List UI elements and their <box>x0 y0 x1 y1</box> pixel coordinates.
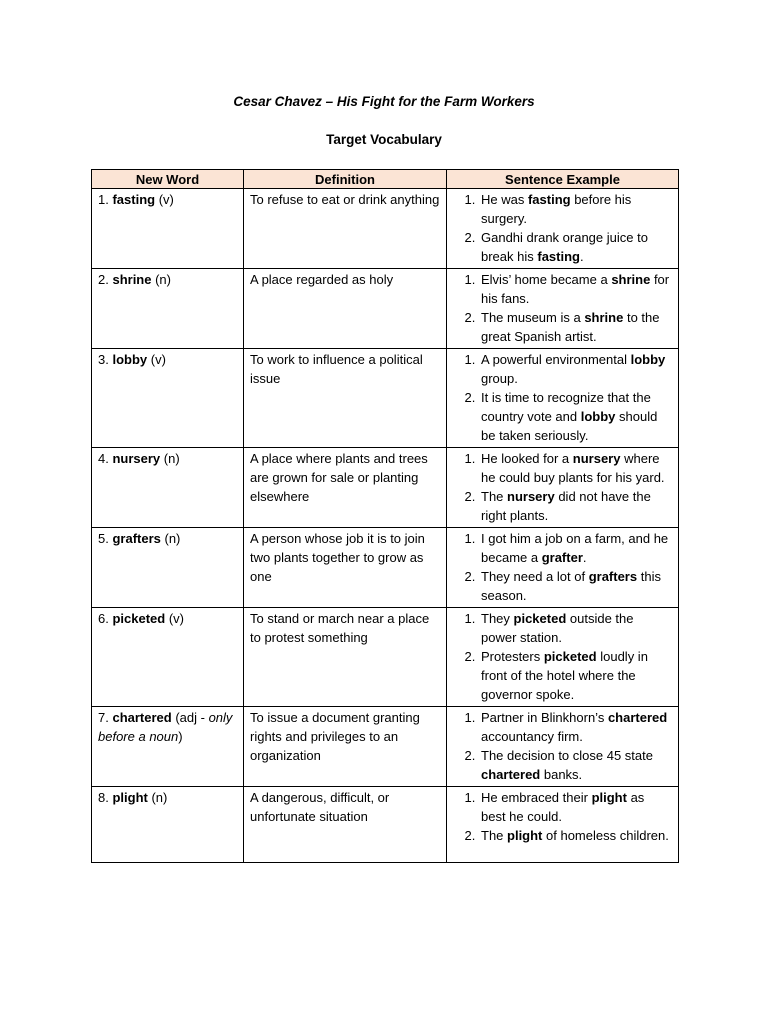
text-segment: as best he could. <box>481 790 645 824</box>
example-sentence <box>479 270 672 308</box>
text-segment: He looked for a <box>481 451 573 466</box>
keyword-text: grafters <box>112 531 161 546</box>
example-list <box>453 609 672 704</box>
keyword-text: shrine <box>112 272 152 287</box>
example-sentence <box>479 449 672 487</box>
sentence-example-cell <box>447 787 679 863</box>
sentence-example-cell <box>447 269 679 349</box>
header-new-word: New Word <box>92 170 244 189</box>
new-word-cell <box>92 349 244 448</box>
sentence-example-cell <box>447 349 679 448</box>
text-segment: before his surgery. <box>481 192 632 226</box>
keyword-text: picketed <box>543 649 597 664</box>
table-header-row <box>92 170 679 189</box>
text-segment: Elvis’ home became a <box>481 272 612 287</box>
text-segment: should be taken seriously. <box>481 409 658 443</box>
text-segment: Partner in Blinkhorn’s <box>481 710 608 725</box>
example-sentence <box>479 308 672 346</box>
text-segment: It is time to recognize that the country vote and <box>481 390 651 424</box>
text-segment: where he could buy plants for his yard. <box>481 451 665 485</box>
keyword-text: plight <box>591 790 627 805</box>
example-sentence <box>479 228 672 266</box>
keyword-text: shrine <box>584 310 624 325</box>
text-segment: group. <box>481 371 518 386</box>
keyword-text: lobby <box>630 352 666 367</box>
text-segment: this season. <box>481 569 661 603</box>
text-segment: loudly in front of the hotel where the governor spoke. <box>481 649 648 702</box>
text-segment: (n) <box>151 272 171 287</box>
text-segment: (n) <box>160 531 181 546</box>
text-segment: The museum is a <box>481 310 585 325</box>
table-row <box>92 189 679 269</box>
example-sentence <box>479 567 672 605</box>
definition-cell: To work to influence a political issue <box>244 349 447 448</box>
keyword-text: grafters <box>588 569 638 584</box>
keyword-text: chartered <box>481 767 541 782</box>
example-sentence <box>479 487 672 525</box>
table-row <box>92 787 679 863</box>
keyword-text: fasting <box>537 249 580 264</box>
example-list <box>453 190 672 266</box>
text-segment: did not have the right plants. <box>481 489 651 523</box>
definition-cell: To refuse to eat or drink anything <box>244 189 447 269</box>
text-segment: A powerful environmental <box>481 352 631 367</box>
keyword-text: nursery <box>572 451 621 466</box>
keyword-text: fasting <box>112 192 156 207</box>
keyword-text: lobby <box>580 409 616 424</box>
example-list <box>453 529 672 605</box>
new-word-cell <box>92 608 244 707</box>
text-segment: 4. <box>98 451 113 466</box>
text-segment: He was <box>481 192 528 207</box>
text-segment: of homeless children. <box>542 828 669 843</box>
table-row <box>92 269 679 349</box>
new-word-cell <box>92 528 244 608</box>
keyword-text: plight <box>112 790 148 805</box>
definition-cell: A place where plants and trees are grown for sale or planting elsewhere <box>244 448 447 528</box>
example-list <box>453 449 672 525</box>
text-segment: (v) <box>147 352 166 367</box>
text-segment: ) <box>178 729 183 744</box>
italic-note-text: only before a noun <box>98 710 233 744</box>
text-segment: banks. <box>540 767 583 782</box>
example-sentence <box>479 647 672 704</box>
header-sentence-example: Sentence Example <box>447 170 679 189</box>
text-segment: The decision to close 45 state <box>481 748 653 763</box>
text-segment: 7. <box>98 710 113 725</box>
text-segment: to the great Spanish artist. <box>481 310 660 344</box>
text-segment: outside the power station. <box>481 611 634 645</box>
example-sentence <box>479 788 672 826</box>
table-row <box>92 448 679 528</box>
text-segment: 6. <box>98 611 113 626</box>
example-sentence <box>479 190 672 228</box>
example-list <box>453 708 672 784</box>
example-sentence <box>479 826 672 845</box>
text-segment: for his fans. <box>481 272 670 306</box>
keyword-text: shrine <box>611 272 651 287</box>
text-segment: The <box>481 828 508 843</box>
new-word-cell <box>92 189 244 269</box>
text-segment: accountancy firm. <box>481 729 583 744</box>
keyword-text: plight <box>507 828 543 843</box>
definition-cell: A person whose job it is to join two plants together to grow as one <box>244 528 447 608</box>
keyword-text: grafter <box>541 550 583 565</box>
example-list <box>453 270 672 346</box>
keyword-text: nursery <box>507 489 555 504</box>
definition-cell: To issue a document granting rights and privileges to an organization <box>244 707 447 787</box>
example-list <box>453 788 672 845</box>
new-word-cell <box>92 787 244 863</box>
text-segment: He embraced their <box>481 790 592 805</box>
keyword-text: chartered <box>607 710 668 725</box>
example-sentence <box>479 746 672 784</box>
document-title: Cesar Chavez – His Fight for the Farm Workers <box>233 94 535 109</box>
example-list <box>453 350 672 445</box>
sentence-example-cell <box>447 448 679 528</box>
text-segment: (n) <box>160 451 180 466</box>
example-sentence <box>479 708 672 746</box>
text-segment: . <box>582 550 587 565</box>
text-segment: 3. <box>98 352 113 367</box>
sentence-example-cell <box>447 707 679 787</box>
text-segment: 1. <box>98 192 113 207</box>
text-segment: They need a lot of <box>481 569 589 584</box>
table-row <box>92 707 679 787</box>
text-segment: (n) <box>147 790 168 805</box>
sentence-example-cell <box>447 528 679 608</box>
document-subtitle: Target Vocabulary <box>326 132 442 147</box>
text-segment: (v) <box>165 611 184 626</box>
text-segment: (v) <box>155 192 174 207</box>
definition-cell: To stand or march near a place to protest something <box>244 608 447 707</box>
text-segment: Gandhi drank orange juice to break his <box>481 230 648 264</box>
keyword-text: chartered <box>112 710 172 725</box>
new-word-cell <box>92 269 244 349</box>
header-definition: Definition <box>244 170 447 189</box>
text-segment: I got him a job on a farm, and he became a <box>481 531 669 565</box>
text-segment: The <box>481 489 508 504</box>
text-segment: 8. <box>98 790 113 805</box>
sentence-example-cell <box>447 608 679 707</box>
vocabulary-table <box>91 169 679 863</box>
sentence-example-cell <box>447 189 679 269</box>
new-word-cell <box>92 448 244 528</box>
table-row <box>92 349 679 448</box>
keyword-text: picketed <box>112 611 166 626</box>
example-sentence <box>479 609 672 647</box>
example-sentence <box>479 529 672 567</box>
table-row <box>92 528 679 608</box>
text-segment: 2. <box>98 272 113 287</box>
table-body <box>92 189 679 863</box>
definition-cell: A place regarded as holy <box>244 269 447 349</box>
keyword-text: nursery <box>112 451 161 466</box>
new-word-cell <box>92 707 244 787</box>
text-segment: Protesters <box>481 649 544 664</box>
example-sentence <box>479 350 672 388</box>
keyword-text: fasting <box>527 192 571 207</box>
text-segment: They <box>481 611 514 626</box>
table-row <box>92 608 679 707</box>
text-segment: 5. <box>98 531 113 546</box>
definition-cell: A dangerous, difficult, or unfortunate situation <box>244 787 447 863</box>
text-segment: (adj - <box>171 710 209 725</box>
keyword-text: lobby <box>112 352 148 367</box>
example-sentence <box>479 388 672 445</box>
text-segment: . <box>580 249 584 264</box>
keyword-text: picketed <box>513 611 567 626</box>
